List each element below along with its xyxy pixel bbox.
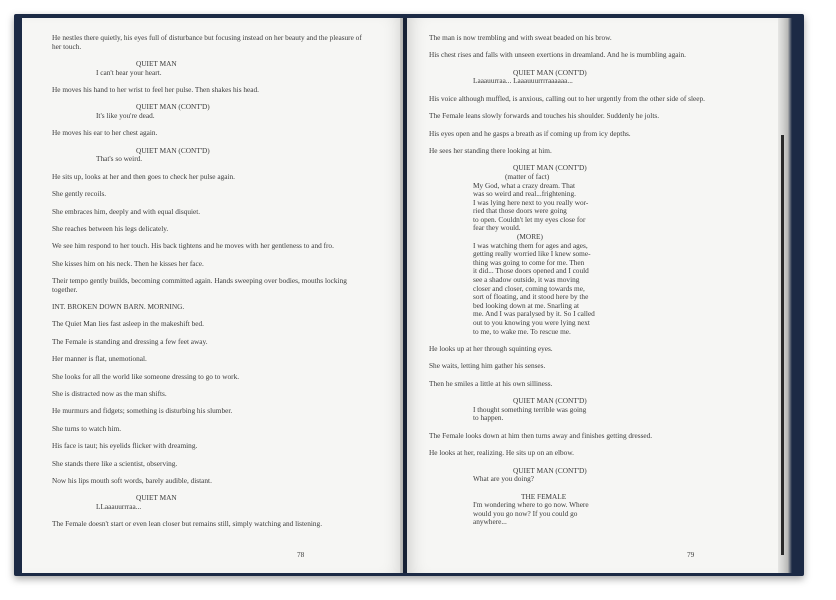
action-line: She stands there like a scientist, observing.: [52, 458, 178, 468]
ribbon-bookmark: [781, 135, 784, 555]
page-number-left: 78: [297, 550, 305, 559]
left-page: [22, 18, 403, 573]
scene-heading: INT. BROKEN DOWN BARN. MORNING.: [52, 302, 185, 312]
action-line: She kisses him on his neck. Then he kisses her face.: [52, 258, 204, 268]
character-cue: QUIET MAN (CONT'D): [136, 145, 210, 155]
more-marker: (MORE): [517, 232, 543, 242]
dialogue: I thought something terrible was going to happen.: [473, 404, 587, 423]
action-line: The Female looks down at him then turns away and finishes getting dressed.: [429, 430, 653, 440]
action-line: She embraces him, deeply and with equal disquiet.: [52, 206, 201, 216]
character-cue: QUIET MAN (CONT'D): [513, 465, 587, 475]
action-line: He moves his ear to her chest again.: [52, 128, 158, 138]
action-line: Now his lips mouth soft words, barely audible, distant.: [52, 475, 212, 485]
action-line: He sees her standing there looking at him.: [429, 145, 552, 155]
character-cue: QUIET MAN (CONT'D): [136, 102, 210, 112]
character-cue: THE FEMALE: [521, 491, 567, 501]
action-line: Her manner is flat, unemotional.: [52, 354, 147, 364]
action-line: He looks up at her through squinting eyes.: [429, 344, 553, 353]
action-line: She is distracted now as the man shifts.: [52, 389, 167, 398]
character-cue: QUIET MAN (CONT'D): [513, 396, 587, 406]
right-page: [407, 18, 789, 573]
action-line: The Female doesn't start or even lean closer but remains still, simply watching and listening.: [52, 519, 323, 529]
character-cue: QUIET MAN (CONT'D): [513, 67, 587, 77]
dialogue: What are you doing?: [473, 474, 534, 484]
action-line: She waits, letting him gather his senses.: [429, 361, 546, 371]
dialogue: I can't hear your heart.: [96, 67, 162, 77]
action-line: He moves his hand to her wrist to feel her pulse. Then shakes his head.: [52, 84, 259, 94]
action-line: We see him respond to her touch. His back tightens and he moves with her gentleness to and fro.: [52, 241, 334, 251]
page-number-right: 79: [687, 550, 695, 559]
dialogue: My God, what a crazy dream. That was so weird and real...frightening. I was lying here next to you really wor- ried that those doors were going to open. Couldn't let my eyes close for fear they would.: [473, 180, 589, 233]
action-line: She turns to watch him.: [52, 423, 122, 433]
dialogue: Laaauurraa... Laaauuurrrraaaaaa...: [473, 76, 573, 86]
action-line: He nestles there quietly, his eyes full of disturbance but focusing instead on her beauty and the pleasure of her touch.: [52, 33, 362, 51]
action-line: His chest rises and falls with unseen exertions in dreamland. And he is mumbling again.: [429, 50, 686, 60]
dialogue: I was watching them for ages and ages, getting really worried like I knew some- thing was going to come for me. Then it did... Those doors opened and I could see a shadow outside, it was moving closer and closer, coming towards me, sort of floating, and it stood here by the bed looking down at me. Snarling at me. And I was paralysed by it. So I called out to you knowing you were lying next to me, to wake me. To rescue me.: [473, 240, 595, 336]
left-page-text: [52, 34, 372, 538]
action-line: She looks for all the world like someone dressing to go to work.: [52, 371, 240, 381]
character-cue: QUIET MAN: [136, 493, 177, 503]
dialogue: That's so weird.: [96, 154, 143, 164]
action-line: He murmurs and fidgets; something is disturbing his slumber.: [52, 406, 233, 416]
action-line: His eyes open and he gasps a breath as if coming up from icy depths.: [429, 128, 631, 138]
action-line: The Quiet Man lies fast asleep in the makeshift bed.: [52, 319, 204, 329]
action-line: He sits up, looks at her and then goes to check her pulse again.: [52, 171, 235, 181]
action-line: He looks at her, realizing. He sits up on an elbow.: [429, 448, 574, 458]
action-line: His face is taut; his eyelids flicker with dreaming.: [52, 441, 198, 451]
character-cue: QUIET MAN (CONT'D): [513, 163, 587, 173]
action-line: She reaches between his legs delicately.: [52, 223, 169, 233]
dialogue: I'm wondering where to go now. Where would you go now? If you could go anywhere...: [473, 500, 589, 527]
character-cue: QUIET MAN: [136, 58, 177, 68]
action-line: Then he smiles a little at his own silliness.: [429, 378, 553, 388]
dialogue: It's like you're dead.: [96, 110, 155, 120]
right-page-text: [429, 34, 761, 536]
action-line: His voice although muffled, is anxious, calling out to her urgently from the other side of sleep.: [429, 93, 705, 103]
action-line: She gently recoils.: [52, 189, 107, 199]
dialogue: LLaaauurrraa...: [96, 501, 142, 511]
action-line: Their tempo gently builds, becoming committed again. Hands sweeping over bodies, mouths locking together.: [52, 276, 347, 294]
action-line: The man is now trembling and with sweat beaded on his brow.: [429, 33, 612, 42]
parenthetical: (matter of fact): [505, 171, 550, 181]
action-line: The Female leans slowly forwards and touches his shoulder. Suddenly he jolts.: [429, 111, 660, 121]
action-line: The Female is standing and dressing a few feet away.: [52, 336, 208, 346]
